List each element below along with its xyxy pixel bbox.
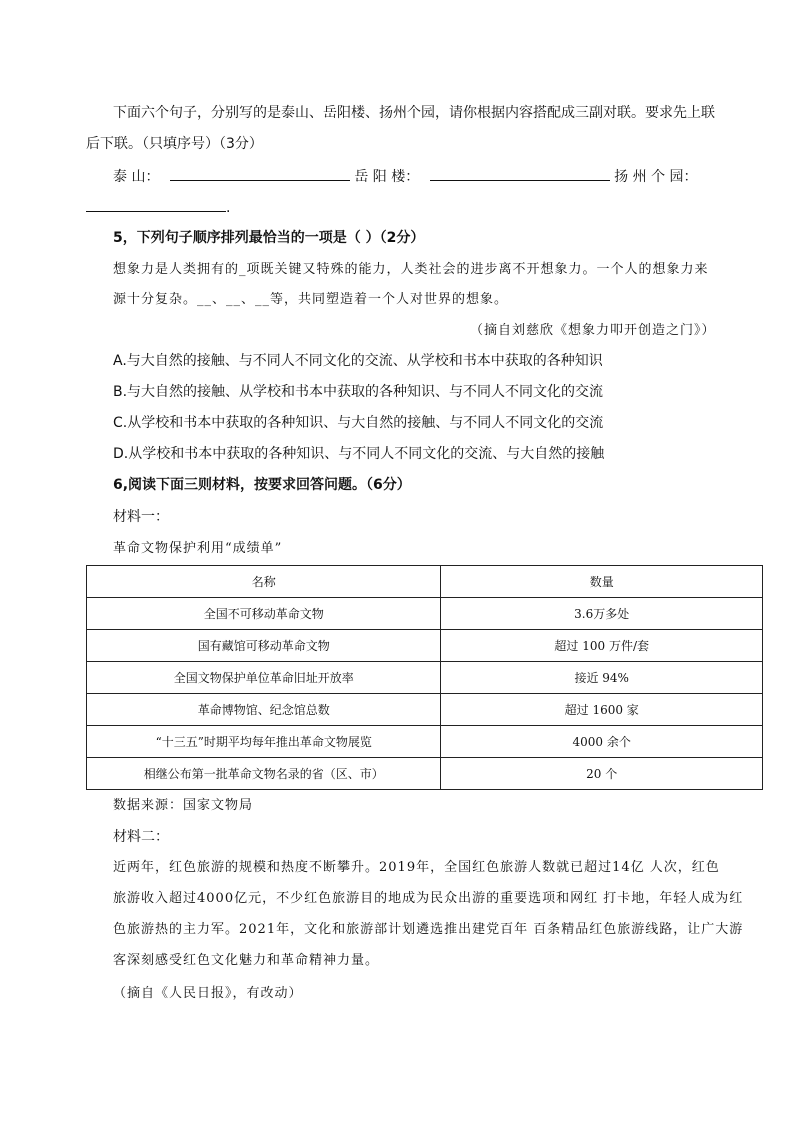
q4-answer-row-2 — [86, 197, 230, 218]
table-cell-name: 相继公布第一批革命文物名录的省（区、市） — [87, 758, 441, 790]
table-header-quantity: 数量 — [441, 566, 763, 598]
table-cell-quantity: 3.6万多处 — [441, 598, 763, 630]
table-cell-name: 全国不可移动革命文物 — [87, 598, 441, 630]
table-cell-quantity: 超过 1600 家 — [441, 694, 763, 726]
table-cell-quantity: 4000 余个 — [441, 726, 763, 758]
table-header-row — [87, 566, 763, 598]
table-cell-quantity: 超过 100 万件/套 — [441, 630, 763, 662]
answer-blank-taishan[interactable] — [170, 166, 350, 181]
data-source: 数据来源：国家文物局 — [113, 798, 254, 813]
q6-stem: 6,阅读下面三则材料，按要求回答问题。（6分） — [113, 477, 411, 493]
q5-passage-line1: 想象力是人类拥有的_项既关键又特殊的能力，人类社会的进步离不开想象力。一个人的想象力来 — [113, 262, 709, 277]
q4-intro-line1: 下面六个句子，分别写的是泰山、岳阳楼、扬州个园，请你根据内容搭配成三副对联。要求先上联 — [113, 105, 715, 121]
q4-answer-row — [113, 166, 698, 187]
material2-line1: 近两年，红色旅游的规模和热度不断攀升。2019年，全国红色旅游人数就已超过14亿 人次，红色 — [113, 860, 720, 875]
table-cell-quantity: 20 个 — [441, 758, 763, 790]
table-cell-quantity: 接近 94% — [441, 662, 763, 694]
material2-line2: 旅游收入超过4000亿元，不少红色旅游目的地成为民众出游的重要选项和网红 打卡地，年轻人成为红 — [113, 891, 744, 906]
table-cell-name: “十三五”时期平均每年推出革命文物展览 — [87, 726, 441, 758]
label-yangzhou: 扬 州 个 园： — [614, 169, 698, 185]
table-row — [87, 630, 763, 662]
q4-intro-line2: 后下联。（只填序号）（3分） — [86, 136, 263, 152]
table-row — [87, 662, 763, 694]
label-yueyang: 岳 阳 楼： — [354, 169, 420, 185]
material2-source: （摘自《人民日报》，有改动） — [113, 986, 303, 1001]
table-cell-name: 全国文物保护单位革命旧址开放率 — [87, 662, 441, 694]
table-header-name: 名称 — [87, 566, 441, 598]
table-row — [87, 726, 763, 758]
q5-stem: 5，下列句子顺序排列最恰当的一项是（ ）（2分） — [113, 230, 425, 246]
answer-blank-yueyang[interactable] — [430, 166, 610, 181]
table-cell-name: 革命博物馆、纪念馆总数 — [87, 694, 441, 726]
material1-label: 材料一： — [113, 509, 169, 525]
end-mark: . — [226, 200, 231, 216]
label-taishan: 泰 山： — [113, 169, 160, 185]
material2-line3: 色旅游热的主力军。2021年，文化和旅游部计划遴选推出建党百年 百条精品红色旅游线路，让广大游 — [113, 922, 744, 937]
material2-line4: 客深刻感受红色文化魅力和革命精神力量。 — [113, 953, 380, 968]
answer-blank-yangzhou[interactable] — [86, 197, 226, 212]
table-row — [87, 758, 763, 790]
achievement-table — [86, 565, 763, 790]
material2-label: 材料二： — [113, 829, 169, 845]
q5-option-d[interactable]: D.从学校和书本中获取的各种知识、与不同人不同文化的交流、与大自然的接触 — [113, 446, 605, 462]
table-row — [87, 694, 763, 726]
q5-source: （摘自刘慈欣《想象力叩开创造之门》） — [470, 323, 716, 338]
q5-option-c[interactable]: C.从学校和书本中获取的各种知识、与大自然的接触、与不同人不同文化的交流 — [113, 415, 604, 431]
table-title: 革命文物保护利用“成绩单” — [113, 541, 283, 556]
table-row — [87, 598, 763, 630]
q5-option-a[interactable]: A.与大自然的接触、与不同人不同文化的交流、从学校和书本中获取的各种知识 — [113, 353, 603, 369]
table-cell-name: 国有藏馆可移动革命文物 — [87, 630, 441, 662]
q5-option-b[interactable]: B.与大自然的接触、从学校和书本中获取的各种知识、与不同人不同文化的交流 — [113, 384, 604, 400]
q5-passage-line2: 源十分复杂。__、__、__等，共同塑造着一个人对世界的想象。 — [113, 292, 509, 307]
